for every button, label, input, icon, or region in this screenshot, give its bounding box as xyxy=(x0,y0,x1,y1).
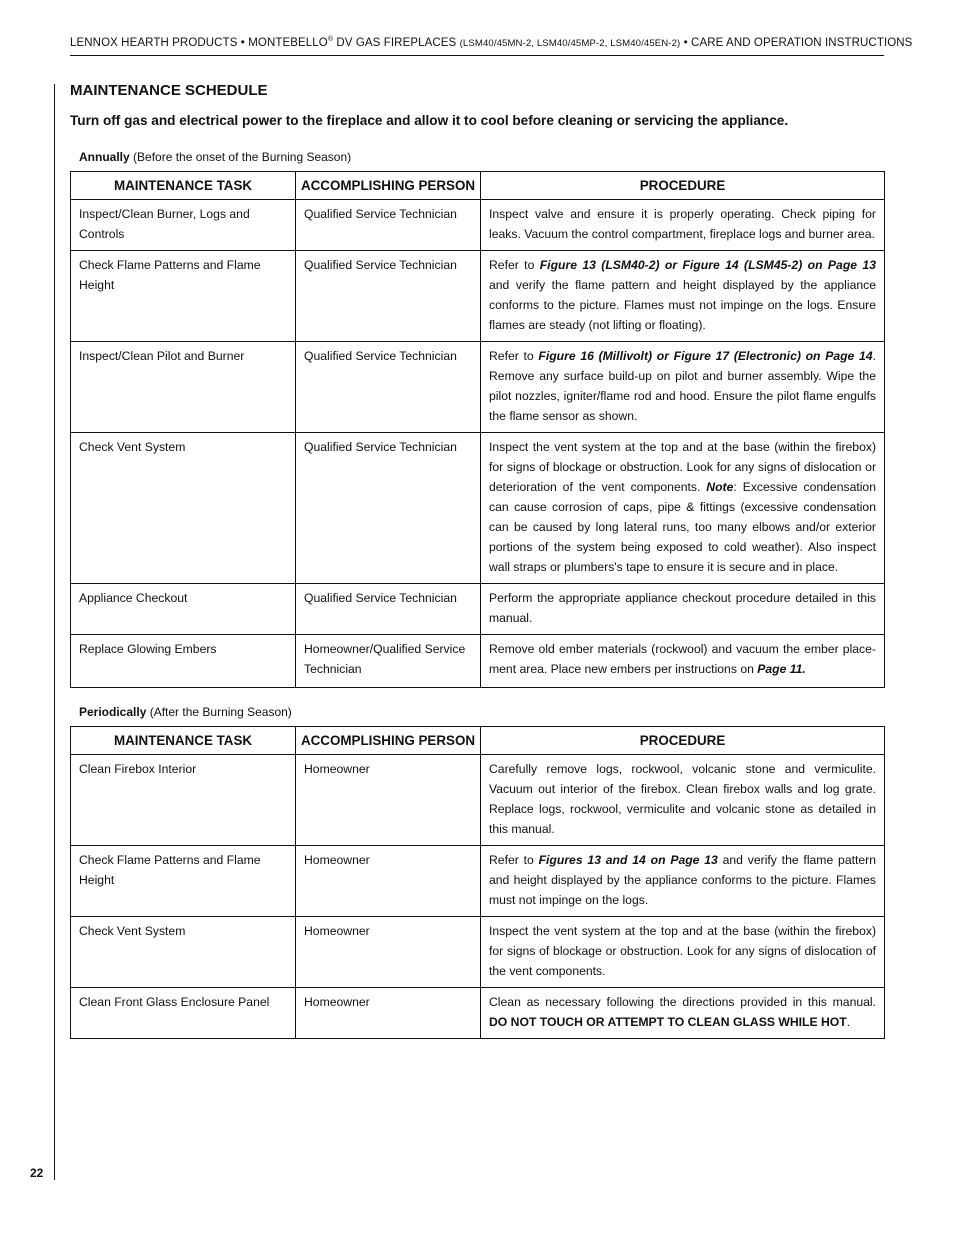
person-cell: Homeowner xyxy=(296,846,481,917)
procedure-text: Refer to xyxy=(489,349,539,363)
person-cell: Homeowner xyxy=(296,917,481,988)
annual-schedule-table xyxy=(70,171,885,688)
header-brand: LENNOX HEARTH PRODUCTS xyxy=(70,36,238,49)
header-models: (LSM40/45MN-2, LSM40/45MP-2, LSM40/45EN-2) xyxy=(459,37,681,49)
annual-label: Annually xyxy=(79,150,130,164)
header-rule xyxy=(70,55,884,56)
annual-note: (Before the onset of the Burning Season) xyxy=(133,150,352,164)
task-cell: Clean Front Glass Enclosure Panel xyxy=(71,988,296,1039)
procedure-cell: Inspect the vent system at the top and at the base (within the firebox) for signs of blockage or obstruction. Look for any signs of dislocation of the vent components. xyxy=(481,917,885,988)
procedure-cell: Perform the appropriate appliance checkout procedure detailed in this manual. xyxy=(481,584,885,635)
table-row xyxy=(71,846,885,917)
procedure-cell xyxy=(481,635,885,688)
header-doc-type: CARE AND OPERATION INSTRUCTIONS xyxy=(691,36,913,49)
procedure-text: Inspect the vent system at the top and at the base (within the firebox) for signs of blockage or obstruction. Look for any signs of dislocation or deterioration of the vent components. xyxy=(489,440,876,494)
table-row xyxy=(71,251,885,342)
page-header xyxy=(70,36,913,49)
procedure-cell xyxy=(481,433,885,584)
task-cell: Check Vent System xyxy=(71,917,296,988)
procedure-text: Refer to xyxy=(489,853,539,867)
periodic-schedule-table xyxy=(70,726,885,1039)
table-row xyxy=(71,988,885,1039)
page-number: 22 xyxy=(30,1166,44,1180)
task-cell: Replace Glowing Embers xyxy=(71,635,296,688)
person-cell: Qualified Service Technician xyxy=(296,342,481,433)
header-product: MONTEBELLO xyxy=(248,36,328,49)
column-header-task: MAINTENANCE TASK xyxy=(71,172,296,200)
table-row xyxy=(71,755,885,846)
header-bullet: • xyxy=(683,36,688,49)
person-cell: Homeowner/Qualified Service Technician xyxy=(296,635,481,688)
person-cell: Qualified Service Technician xyxy=(296,584,481,635)
side-rule xyxy=(54,84,55,1180)
note-label: Note xyxy=(706,480,734,494)
column-header-person: ACCOMPLISHING PERSON xyxy=(296,172,481,200)
task-cell: Inspect/Clean Burner, Logs and Controls xyxy=(71,200,296,251)
table-row xyxy=(71,917,885,988)
person-cell: Qualified Service Technician xyxy=(296,433,481,584)
procedure-cell xyxy=(481,988,885,1039)
safety-warning: Turn off gas and electrical power to the fireplace and allow it to cool before cleaning or servicing the appliance. xyxy=(70,113,789,128)
person-cell: Qualified Service Technician xyxy=(296,200,481,251)
figure-reference: Figure 16 (Millivolt) or Figure 17 (Electronic) on Page 14 xyxy=(538,349,873,363)
header-bullet: • xyxy=(240,36,245,49)
column-header-task: MAINTENANCE TASK xyxy=(71,727,296,755)
procedure-text: and verify the flame pattern and height displayed by the appliance conforms to the picture. Flames must not impinge on the logs. xyxy=(489,853,876,907)
registered-mark: ® xyxy=(327,36,334,43)
glass-warning: DO NOT TOUCH OR ATTEMPT TO CLEAN GLASS WHILE HOT xyxy=(489,1015,847,1029)
task-cell: Clean Firebox Interior xyxy=(71,755,296,846)
task-cell: Check Vent System xyxy=(71,433,296,584)
periodic-caption xyxy=(79,705,292,719)
person-cell: Homeowner xyxy=(296,755,481,846)
annual-caption xyxy=(79,150,351,164)
periodic-label: Periodically xyxy=(79,705,147,719)
periodic-note: (After the Burning Season) xyxy=(149,705,292,719)
column-header-procedure: PROCEDURE xyxy=(481,172,885,200)
person-cell: Qualified Service Technician xyxy=(296,251,481,342)
figure-reference: Figure 13 (LSM40-2) or Figure 14 (LSM45-2) on Page 13 xyxy=(539,258,876,272)
table-header-row xyxy=(71,172,885,200)
table-header-row xyxy=(71,727,885,755)
procedure-cell: Carefully remove logs, rockwool, volcanic stone and vermiculite. Vacuum out interior of the firebox. Clean firebox walls and log grate. Replace logs, rockwool, vermiculite and volcanic stone as detailed in this manual. xyxy=(481,755,885,846)
table-row xyxy=(71,200,885,251)
task-cell: Check Flame Patterns and Flame Height xyxy=(71,251,296,342)
figure-reference: Figures 13 and 14 on Page 13 xyxy=(538,853,718,867)
table-row xyxy=(71,635,885,688)
header-product-rest: DV GAS FIREPLACES xyxy=(336,36,457,49)
person-cell: Homeowner xyxy=(296,988,481,1039)
procedure-text: . Remove any surface build-up on pilot and burner assembly. Wipe the pilot nozzles, igniter/flame rod and hood. Ensure the pilot flame engulfs the flame sensor as shown. xyxy=(489,349,876,423)
column-header-person: ACCOMPLISHING PERSON xyxy=(296,727,481,755)
procedure-text: Clean as necessary following the directions provided in this manual. xyxy=(489,995,876,1009)
table-row xyxy=(71,584,885,635)
page-reference: Page 11. xyxy=(757,662,806,676)
table-row xyxy=(71,433,885,584)
task-cell: Appliance Checkout xyxy=(71,584,296,635)
column-header-procedure: PROCEDURE xyxy=(481,727,885,755)
table-row xyxy=(71,342,885,433)
procedure-text: Refer to xyxy=(489,258,540,272)
procedure-text: : Excessive condensation can cause corrosion of caps, pipe & fittings (excessive condensation can be caused by long lateral runs, too many elbows and/or exterior portions of the system being exposed to cold weather). Also inspect wall straps or plumbers's tape to ensure it is secure and in place. xyxy=(489,480,876,574)
procedure-text: and verify the flame pattern and height displayed by the appliance conforms to the picture. Flames must not impinge on the logs. Ensure flames are steady (not lifting or floating). xyxy=(489,278,876,332)
task-cell: Inspect/Clean Pilot and Burner xyxy=(71,342,296,433)
procedure-text: . xyxy=(846,1015,851,1029)
procedure-cell: Inspect valve and ensure it is properly operating. Check piping for leaks. Vacuum the control compartment, fireplace logs and burner area. xyxy=(481,200,885,251)
task-cell: Check Flame Patterns and Flame Height xyxy=(71,846,296,917)
section-title: MAINTENANCE SCHEDULE xyxy=(70,82,268,99)
procedure-cell xyxy=(481,846,885,917)
procedure-text: Remove old ember materials (rockwool) and vacuum the ember place-ment area. Place new embers per instructions on xyxy=(489,642,876,676)
procedure-cell xyxy=(481,342,885,433)
procedure-cell xyxy=(481,251,885,342)
